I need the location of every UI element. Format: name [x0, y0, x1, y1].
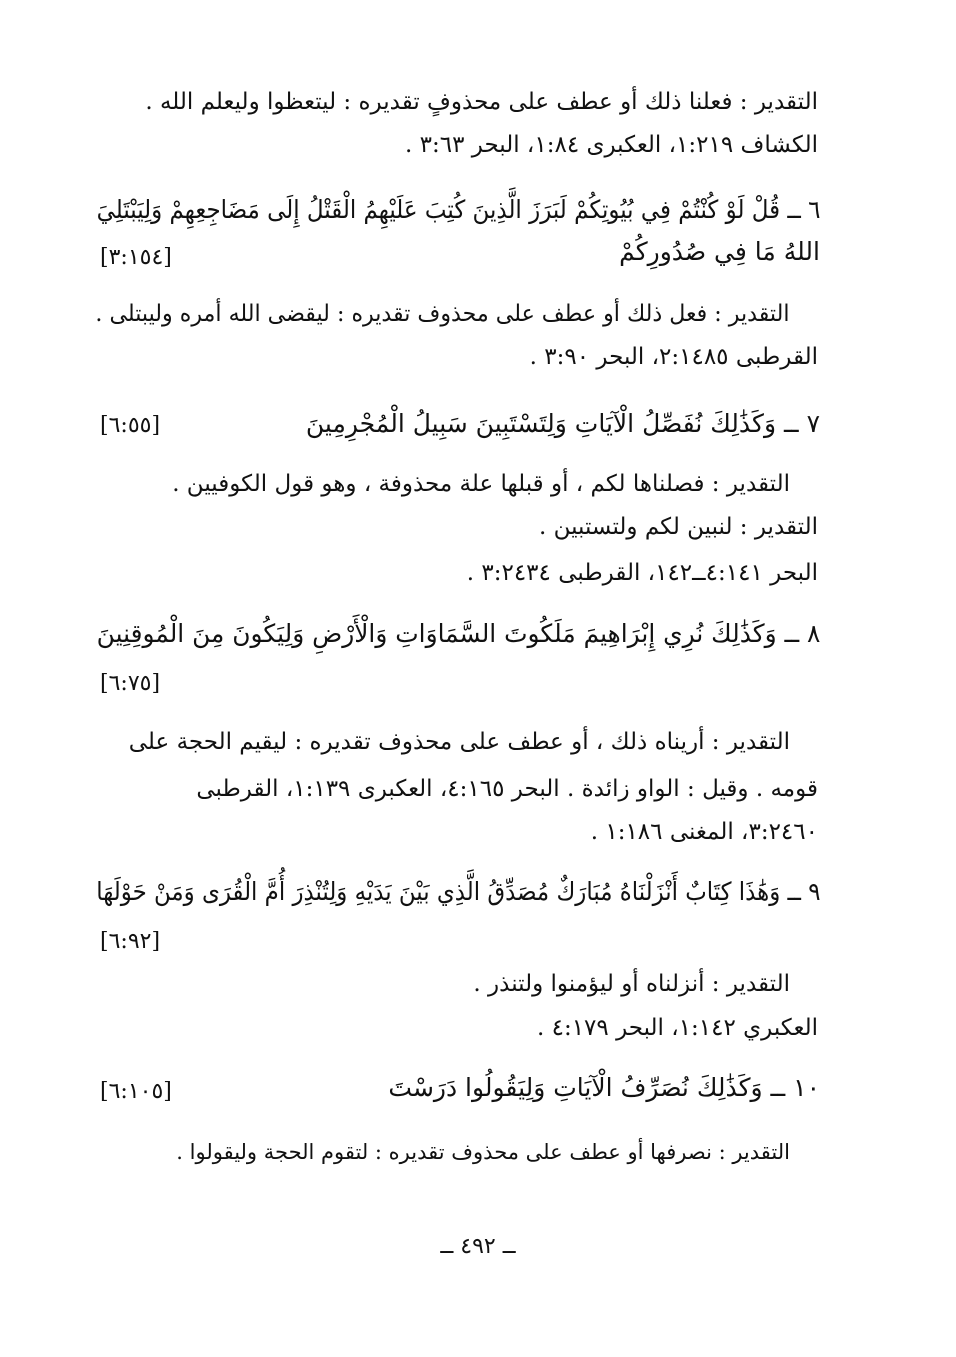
commentary-line: التقدير : أنزلناه أو ليؤمنوا ولتنذر .	[473, 971, 790, 997]
verse-6-line-2: اللهُ مَا فِي صُدُورِكُمْ	[619, 237, 820, 266]
verse-7-citation: [٦:٥٥]	[100, 413, 161, 438]
verse-7-line: ٧ ــ وَكَذَٰلِكَ نُفَصِّلُ الْآيَاتِ وَلِتَسْتَبِينَ سَبِيلُ الْمُجْرِمِينَ	[305, 409, 820, 438]
commentary-line: التقدير : فعل ذلك أو عطف على محذوف تقديره : ليقضى الله أمره وليبتلى .	[95, 301, 790, 327]
commentary-line: التقدير : فعلنا ذلك أو عطف على محذوفٍ تقديره : ليتعظوا وليعلم الله .	[145, 89, 818, 115]
commentary-line: التقدير : فصلناها لكم ، أو قبلها علة محذوفة ، وهو قول الكوفيين .	[172, 471, 790, 497]
commentary-line: التقدير : نصرفها أو عطف على محذوف تقديره : لتقوم الحجة وليقولوا .	[176, 1140, 790, 1164]
reference-line: العكبري ١:١٤٢، البحر ٤:١٧٩ .	[536, 1015, 818, 1041]
commentary-line: قومه . وقيل : الواو زائدة . البحر ٤:١٦٥، العكبرى ١:١٣٩، القرطبى	[196, 776, 818, 802]
page-number: ــ ٤٩٢ ــ	[440, 1234, 516, 1259]
verse-6-citation: [٣:١٥٤]	[100, 245, 172, 270]
verse-9-citation: [٦:٩٢]	[100, 929, 161, 954]
verse-6-line-1: ٦ ــ قُلْ لَوْ كُنْتُمْ فِي بُيُوتِكُمْ لَبَرَزَ الَّذِينَ كُتِبَ عَلَيْهِمُ الْقَتْلُ إِلَى مَضَاجِعِهِمْ وَلِيَبْتَلِيَ	[96, 195, 820, 224]
commentary-line: التقدير : لنبين لكم ولتستبين .	[538, 514, 818, 540]
verse-8-line: ٨ ــ وَكَذَٰلِكَ نُرِي إِبْرَاهِيمَ مَلَكُوتَ السَّمَاوَاتِ وَالْأَرْضِ وَلِيَكُونَ مِنَ الْمُوقِنِينَ	[96, 619, 820, 648]
verse-10-citation: [٦:١٠٥]	[100, 1079, 172, 1104]
commentary-line: التقدير : أريناه ذلك ، أو عطف على محذوف تقديره : ليقيم الحجة على	[128, 729, 790, 755]
verse-10-line: ١٠ ــ وَكَذَٰلِكَ نُصَرِّفُ الْآيَاتِ وَلِيَقُولُوا دَرَسْتَ	[388, 1073, 820, 1102]
reference-line: ٣:٢٤٦٠، المغنى ١:١٨٦ .	[590, 819, 818, 845]
reference-line: البحر ٤:١٤١ــ١٤٢، القرطبى ٣:٢٤٣٤ .	[466, 560, 818, 586]
verse-9-line: ٩ ــ وَهَٰذَا كِتَابٌ أَنْزَلْنَاهُ مُبَارَكٌ مُصَدِّقُ الَّذِي بَيْنَ يَدَيْهِ وَلِتُنْذِرَ أُمَّ الْقُرَى وَمَنْ حَوْلَهَا	[95, 877, 820, 906]
verse-8-citation: [٦:٧٥]	[100, 671, 161, 696]
reference-line: القرطبى ٢:١٤٨٥، البحر ٣:٩٠ .	[529, 344, 818, 370]
reference-line: الكشاف ١:٢١٩، العكبرى ١:٨٤، البحر ٣:٦٣ .	[405, 132, 818, 158]
